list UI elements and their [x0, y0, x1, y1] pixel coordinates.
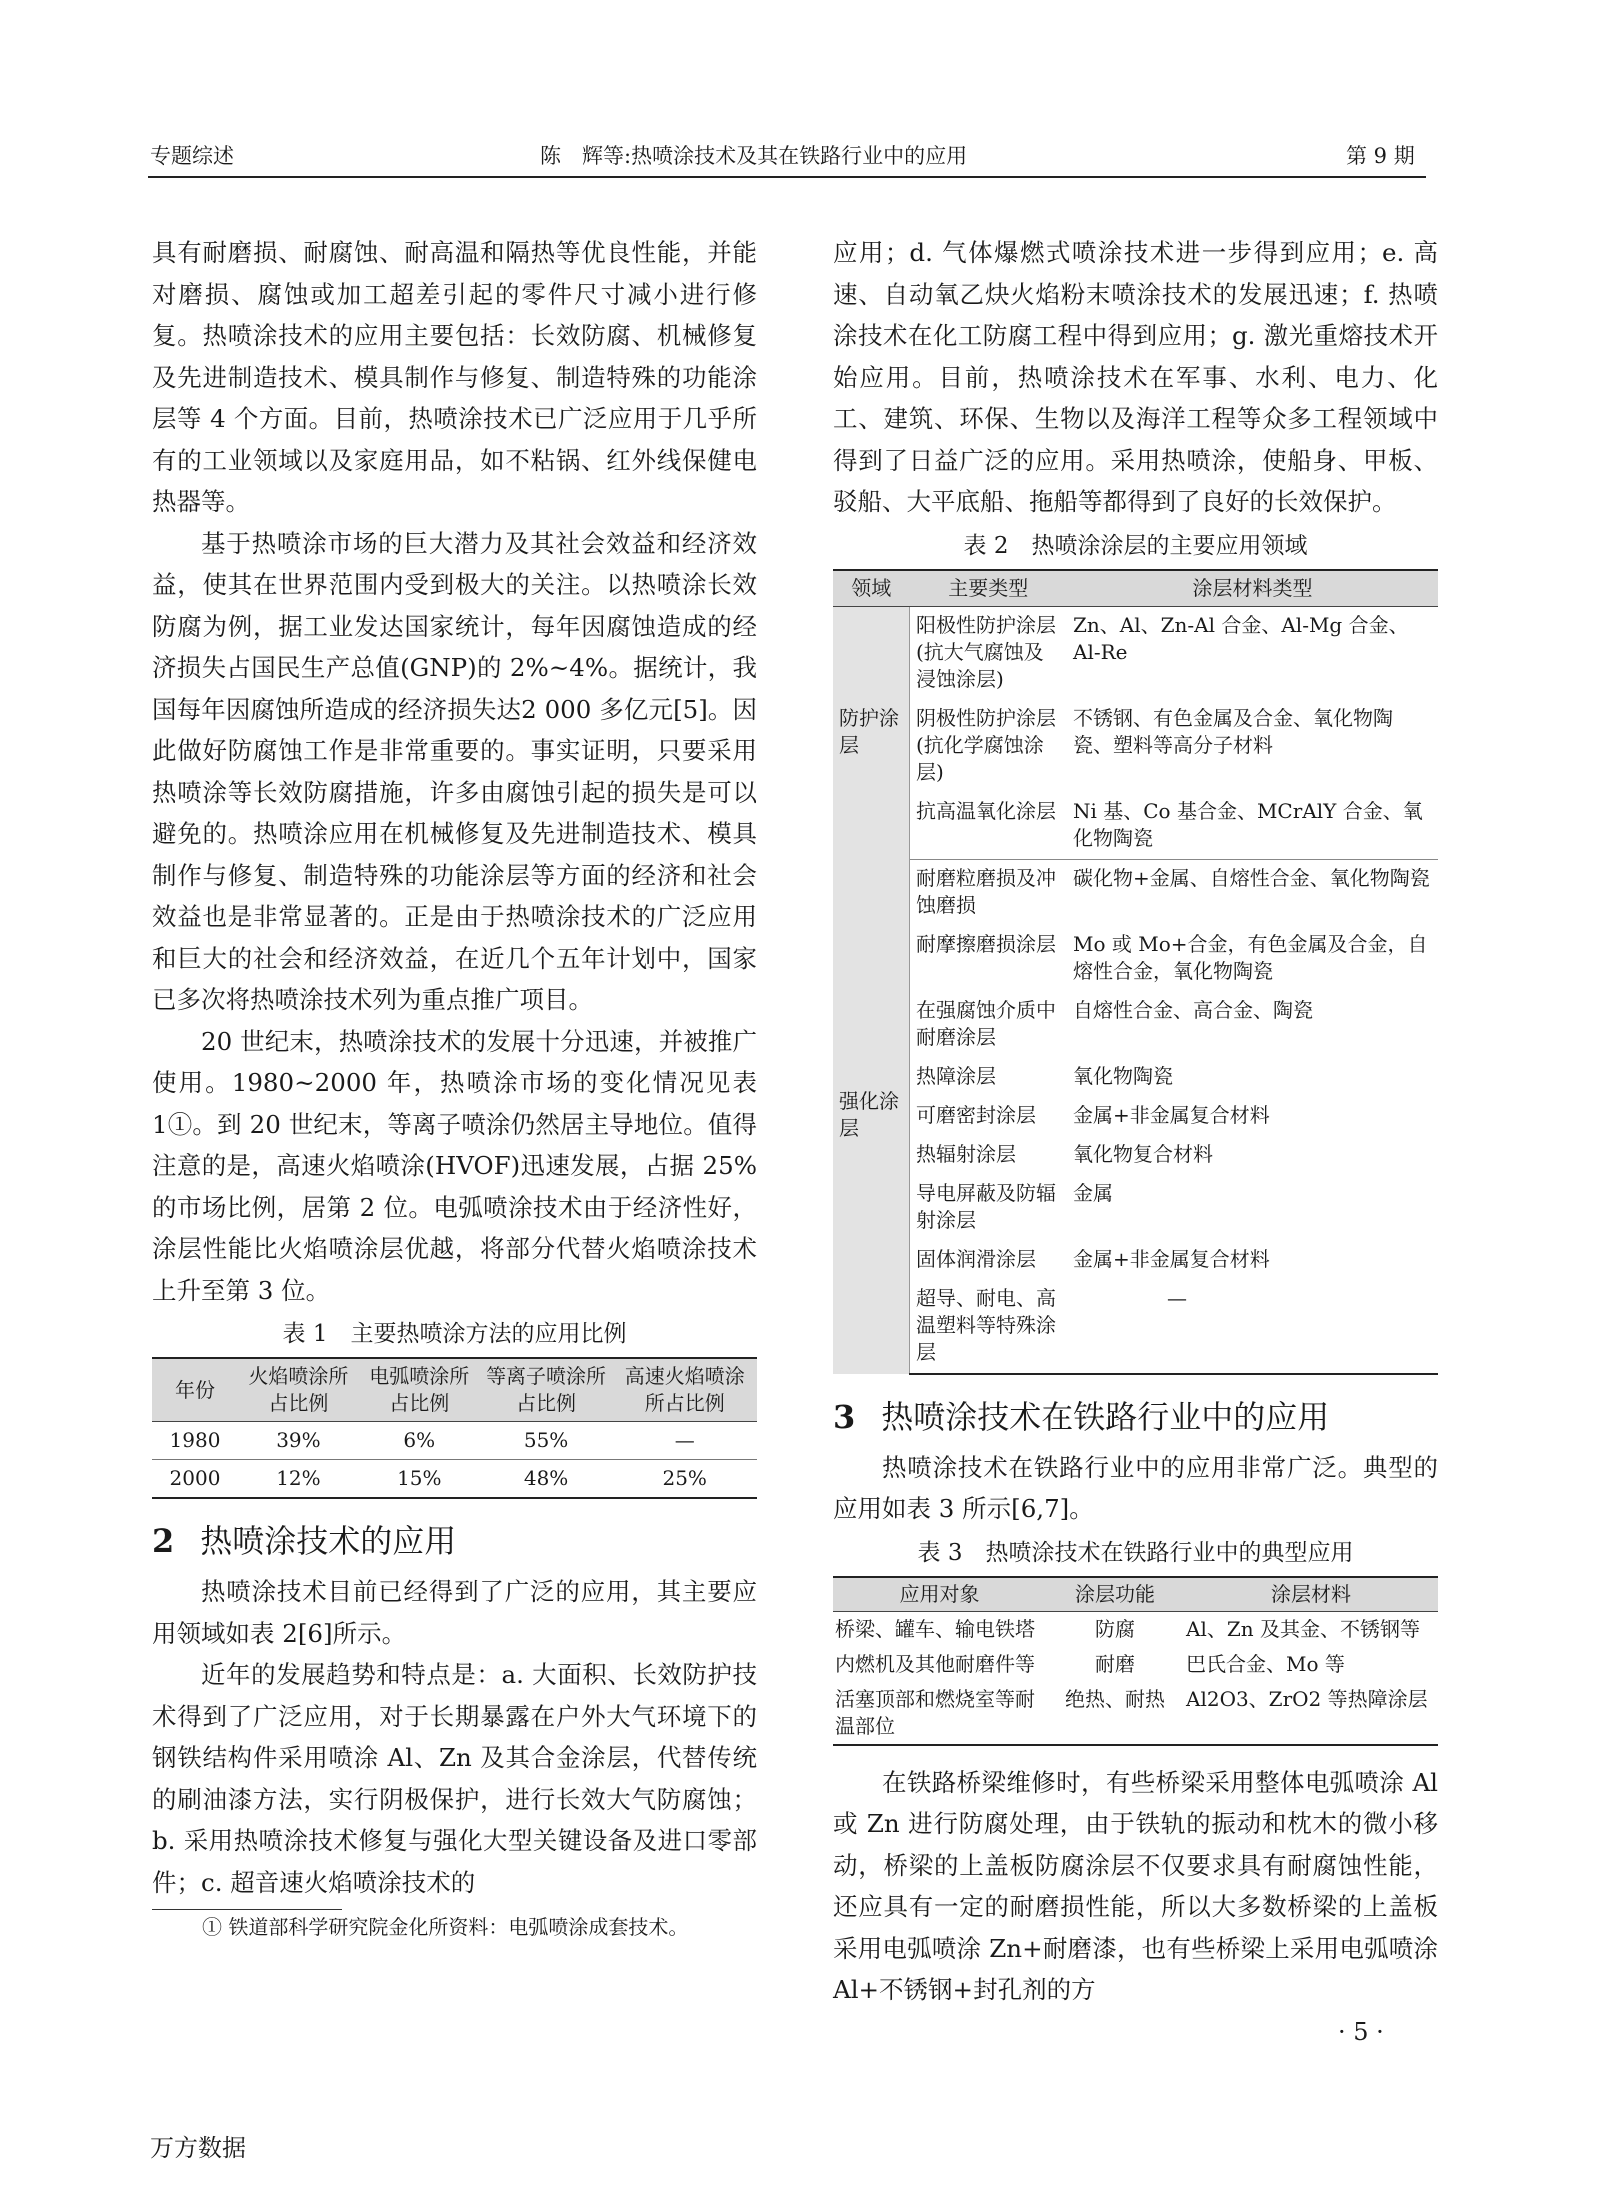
table-cell: 金属+非金属复合材料 — [1073, 1102, 1270, 1127]
header-rule — [148, 176, 1426, 178]
watermark: 万方数据 — [150, 2134, 246, 2162]
table-cell: 39% — [238, 1422, 359, 1460]
table1-caption: 表 1 主要热喷涂方法的应用比例 — [282, 1321, 627, 1347]
table-cell: 可磨密封涂层 — [916, 1102, 1036, 1127]
page-number: · 5 · — [1338, 2018, 1384, 2046]
paragraph: 具有耐磨损、耐腐蚀、耐高温和隔热等优良性能，并能对磨损、腐蚀或加工超差引起的零件尺寸减小进行修复。热喷涂技术的应用主要包括：长效防腐、机械修复及先进制造技术、模具制作与修复、制造特殊的功能涂层等 4 个方面。目前，热喷涂技术已广泛应用于几乎所有的工业领域以及家庭用品，如不粘锅、红外线保健电热器等。 — [152, 238, 757, 516]
table-cell: — — [1067, 1280, 1438, 1374]
table1 — [152, 1357, 757, 1499]
section-title: 热喷涂技术在铁路行业中的应用 — [881, 1397, 1330, 1436]
table-cell: 热障涂层 — [916, 1063, 996, 1088]
table-row — [833, 606, 1438, 700]
table-cell: 阳极性防护涂层(抗大气腐蚀及浸蚀涂层) — [916, 612, 1056, 691]
paragraph: 在铁路桥梁维修时，有些桥梁采用整体电弧喷涂 Al 或 Zn 进行防腐处理，由于铁轨的振动和枕木的微小移动，桥梁的上盖板防腐涂层不仅要求具有耐腐蚀性能，还应具有一定的耐磨损性能，所以大多数桥梁的上盖板采用电弧喷涂 Zn+耐磨漆，也有些桥梁上采用电弧喷涂 Al+不锈钢+封孔剂的方 — [833, 1767, 1438, 2004]
table1-header: 等离子喷涂所占比例 — [480, 1358, 613, 1422]
table-cell: 15% — [359, 1460, 480, 1499]
table-row — [833, 1058, 1438, 1097]
table3-caption: 表 3 热喷涂技术在铁路行业中的典型应用 — [917, 1539, 1354, 1566]
table-cell: 热辐射涂层 — [916, 1141, 1016, 1166]
table-cell: 耐磨 — [1095, 1651, 1135, 1676]
table-cell: 金属 — [1073, 1180, 1113, 1205]
table-cell: Mo 或 Mo+合金，有色金属及合金，自熔性合金，氧化物陶瓷 — [1073, 931, 1428, 983]
table1-header: 电弧喷涂所占比例 — [359, 1358, 480, 1422]
header-center: 陈 辉等:热喷涂技术及其在铁路行业中的应用 — [540, 144, 968, 168]
table-cell: 耐摩擦磨损涂层 — [916, 931, 1056, 956]
header-left: 专题综述 — [150, 144, 234, 168]
table-row — [833, 1611, 1438, 1647]
table-row — [152, 1460, 757, 1499]
table-row — [833, 926, 1438, 992]
table2-domain: 防护涂层 — [833, 606, 910, 859]
table-cell: 自熔性合金、高合金、陶瓷 — [1073, 997, 1313, 1022]
table-row — [833, 1241, 1438, 1280]
table1-header: 高速火焰喷涂所占比例 — [612, 1358, 757, 1422]
table-cell: 抗高温氧化涂层 — [910, 793, 1068, 860]
paragraph: 热喷涂技术在铁路行业中的应用非常广泛。典型的应用如表 3 所示[6,7]。 — [833, 1452, 1438, 1523]
table-cell: Al、Zn 及其金、不锈钢等 — [1186, 1616, 1420, 1641]
table-row — [833, 1682, 1438, 1745]
table-row — [833, 859, 1438, 926]
table3-header: 涂层功能 — [1046, 1577, 1184, 1612]
table-cell: 阴极性防护涂层(抗化学腐蚀涂层) — [916, 705, 1056, 784]
section-heading — [152, 1517, 757, 1565]
table-cell: 氧化物陶瓷 — [1073, 1063, 1173, 1088]
table-cell: 1980 — [152, 1422, 238, 1460]
table-cell: 2000 — [152, 1460, 238, 1499]
table1-header: 火焰喷涂所占比例 — [238, 1358, 359, 1422]
table-cell: 氧化物复合材料 — [1073, 1141, 1213, 1166]
table-cell: Ni 基、Co 基合金、MCrAlY 合金、氧化物陶瓷 — [1067, 793, 1438, 860]
table-row — [833, 1647, 1438, 1682]
table-row — [833, 1097, 1438, 1136]
table-cell: 不锈钢、有色金属及合金、氧化物陶瓷、塑料等高分子材料 — [1073, 705, 1393, 757]
table-cell: 48% — [480, 1460, 613, 1499]
table-row — [833, 793, 1438, 860]
paragraph: 基于热喷涂市场的巨大潜力及其社会效益和经济效益，使其在世界范围内受到极大的关注。以热喷涂长效防腐为例，据工业发达国家统计，每年因腐蚀造成的经济损失占国民生产总值(GNP)的 2%~4%。据统计，我国每年因腐蚀所造成的经济损失达2 000 多亿元[5]。因此做好防腐蚀工作是非常重要的。事实证明，只要采用热喷涂等长效防腐措施，许多由腐蚀引起的损失是可以避免的。热喷涂应用在机械修复及先进制造技术、模具制作与修复、制造特殊的功能涂层等方面的经济和社会效益也是非常显著的。正是由于热喷涂技术的广泛应用和巨大的社会和经济效益，在近几个五年计划中，国家已多次将热喷涂技术列为重点推广项目。 — [152, 528, 757, 1014]
table3-header: 涂层材料 — [1184, 1577, 1438, 1612]
table-cell: 内燃机及其他耐磨件等 — [835, 1651, 1035, 1676]
table3 — [833, 1576, 1438, 1746]
table2-caption: 表 2 热喷涂涂层的主要应用领域 — [963, 532, 1308, 559]
table2-domain: 强化涂层 — [833, 859, 910, 1374]
section-number: 2 — [152, 1522, 175, 1560]
section-heading — [833, 1393, 1438, 1441]
table-cell: Al2O3、ZrO2 等热障涂层 — [1184, 1682, 1438, 1745]
section-title: 热喷涂技术的应用 — [200, 1522, 457, 1560]
table-cell: Zn、Al、Zn-Al 合金、Al-Mg 合金、Al-Re — [1073, 612, 1409, 664]
table3-header: 应用对象 — [833, 1577, 1046, 1612]
table-row — [833, 700, 1438, 793]
table-row — [833, 992, 1438, 1058]
table-row — [152, 1422, 757, 1460]
left-column — [152, 232, 757, 1944]
table1-header: 年份 — [152, 1358, 238, 1422]
right-column — [833, 232, 1438, 2011]
table2 — [833, 569, 1438, 1375]
table-cell: 耐磨粒磨损及冲蚀磨损 — [916, 865, 1056, 917]
paragraph: 近年的发展趋势和特点是：a. 大面积、长效防护技术得到了广泛应用，对于长期暴露在户外大气环境下的钢铁结构件采用喷涂 Al、Zn 及其合金涂层，代替传统的刷油漆方法，实行阴极保护，进行长效大气防腐蚀；b. 采用热喷涂技术修复与强化大型关键设备及进口零部件；c. 超音速火焰喷涂技术的 — [152, 1660, 757, 1897]
table-cell: 金属+非金属复合材料 — [1073, 1246, 1270, 1271]
section-number: 3 — [833, 1397, 856, 1436]
table2-header: 主要类型 — [910, 570, 1068, 607]
table-row — [833, 1175, 1438, 1241]
header-right: 第 9 期 — [1346, 144, 1415, 168]
table2-header: 领域 — [833, 570, 910, 607]
table-row — [833, 1280, 1438, 1374]
table-cell: — — [612, 1422, 757, 1460]
table-cell: 碳化物+金属、自熔性合金、氧化物陶瓷 — [1073, 865, 1430, 890]
table-cell: 12% — [238, 1460, 359, 1499]
table-cell: 6% — [359, 1422, 480, 1460]
table2-header: 涂层材料类型 — [1067, 570, 1438, 607]
table-cell: 绝热、耐热 — [1046, 1682, 1184, 1745]
table-cell: 活塞顶部和燃烧室等耐温部位 — [833, 1682, 1046, 1745]
footnote: ① 铁道部科学研究院金化所资料：电弧喷涂成套技术。 — [202, 1915, 689, 1939]
table-cell: 25% — [612, 1460, 757, 1499]
paragraph: 20 世纪末，热喷涂技术的发展十分迅速，并被推广使用。1980~2000 年，热喷涂市场的变化情况见表 1①。到 20 世纪末，等离子喷涂仍然居主导地位。值得注意的是，高速火焰喷涂(HVOF)迅速发展，占据 25%的市场比例，居第 2 位。电弧喷涂技术由于经济性好，涂层性能比火焰喷涂层优越，将部分代替火焰喷涂技术上升至第 3 位。 — [152, 1026, 757, 1305]
table-cell: 巴氏合金、Mo 等 — [1186, 1651, 1345, 1676]
table-cell: 导电屏蔽及防辐射涂层 — [916, 1180, 1056, 1232]
table-cell: 固体润滑涂层 — [916, 1246, 1036, 1271]
paragraph: 应用；d. 气体爆燃式喷涂技术进一步得到应用；e. 高速、自动氧乙炔火焰粉末喷涂技术的发展迅速；f. 热喷涂技术在化工防腐工程中得到应用；g. 激光重熔技术开始应用。目前，热喷涂技术在军事、水利、电力、化工、建筑、环保、生物以及海洋工程等众多工程领域中得到了日益广泛的应用。采用热喷涂，使船身、甲板、驳船、大平底船、拖船等都得到了良好的长效保护。 — [833, 238, 1438, 516]
table-cell: 55% — [480, 1422, 613, 1460]
table-cell: 超导、耐电、高温塑料等特殊涂层 — [910, 1280, 1068, 1374]
table-row — [833, 1136, 1438, 1175]
table-cell: 在强腐蚀介质中耐磨涂层 — [916, 997, 1056, 1049]
paragraph: 热喷涂技术目前已经得到了广泛的应用，其主要应用领域如表 2[6]所示。 — [152, 1577, 757, 1648]
table-cell: 防腐 — [1095, 1616, 1135, 1641]
table-cell: 桥梁、罐车、输电铁塔 — [835, 1616, 1035, 1641]
